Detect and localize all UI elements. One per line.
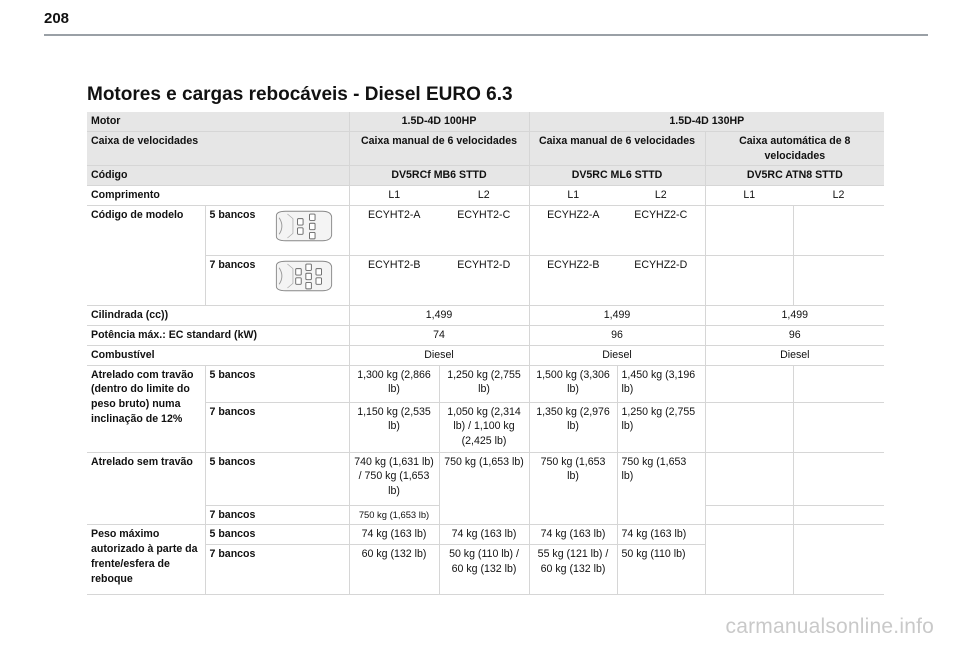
towball-load-value: 55 kg (121 lb) / 60 kg (132 lb) <box>529 545 617 595</box>
braked-trailer-value: 1,450 kg (3,196 lb) <box>617 365 705 402</box>
fuel-value: Diesel <box>705 345 884 365</box>
unbraked-trailer-row-5 <box>87 452 884 505</box>
gearbox-value: Caixa manual de 6 velocidades <box>529 131 705 166</box>
braked-trailer-value: 1,300 kg (2,866 lb) <box>349 365 439 402</box>
model-code-row-7 <box>87 256 884 306</box>
empty-cell <box>793 402 884 452</box>
seats-label: 5 bancos <box>205 452 349 505</box>
motor-row <box>87 112 884 131</box>
length-value: L2 <box>793 186 884 206</box>
length-value: L2 <box>617 186 705 206</box>
motor-130hp: 1.5D-4D 130HP <box>529 112 884 131</box>
fuel-value: Diesel <box>529 345 705 365</box>
empty-cell <box>793 206 884 256</box>
displacement-label: Cilindrada (cc)) <box>87 306 349 326</box>
fuel-value: Diesel <box>349 345 529 365</box>
braked-trailer-value: 1,250 kg (2,755 lb) <box>617 402 705 452</box>
seats-label: 7 bancos <box>205 256 265 306</box>
seven-seat-layout-icon <box>265 256 349 306</box>
seats-label: 5 bancos <box>205 365 349 402</box>
specifications-table <box>87 112 884 595</box>
top-rule <box>44 34 928 36</box>
empty-cell <box>705 525 793 595</box>
model-code: ECYHT2-D <box>439 256 529 306</box>
power-value: 96 <box>705 325 884 345</box>
towball-load-value: 74 kg (163 lb) <box>529 525 617 545</box>
gearbox-row <box>87 131 884 166</box>
power-value: 96 <box>529 325 705 345</box>
braked-trailer-value: 1,150 kg (2,535 lb) <box>349 402 439 452</box>
code-label: Código <box>87 166 349 186</box>
braked-trailer-value: 1,350 kg (2,976 lb) <box>529 402 617 452</box>
displacement-value: 1,499 <box>349 306 529 326</box>
gearbox-value: Caixa automática de 8 velocidades <box>705 131 884 166</box>
seats-label: 5 bancos <box>205 525 349 545</box>
towball-load-value: 60 kg (132 lb) <box>349 545 439 595</box>
braked-trailer-value: 1,500 kg (3,306 lb) <box>529 365 617 402</box>
engine-code: DV5RC ATN8 STTD <box>705 166 884 186</box>
motor-label: Motor <box>87 112 349 131</box>
model-code: ECYHZ2-C <box>617 206 705 256</box>
empty-cell <box>705 256 793 306</box>
empty-cell <box>705 402 793 452</box>
gearbox-label: Caixa de velocidades <box>87 131 349 166</box>
towball-load-value: 74 kg (163 lb) <box>349 525 439 545</box>
seats-label: 7 bancos <box>205 545 349 595</box>
model-code-row-5 <box>87 206 884 256</box>
unbraked-trailer-value: 750 kg (1,653 lb) <box>349 505 439 525</box>
braked-trailer-row-5 <box>87 365 884 402</box>
model-code-label: Código de modelo <box>87 206 205 306</box>
length-value: L1 <box>529 186 617 206</box>
unbraked-trailer-value: 750 kg (1,653 lb) <box>529 452 617 525</box>
watermark: carmanualsonline.info <box>725 615 934 638</box>
empty-cell <box>705 365 793 402</box>
towball-load-value: 74 kg (163 lb) <box>439 525 529 545</box>
towball-load-row-5 <box>87 525 884 545</box>
power-row <box>87 325 884 345</box>
length-row <box>87 186 884 206</box>
seats-label: 5 bancos <box>205 206 265 256</box>
model-code: ECYHZ2-B <box>529 256 617 306</box>
empty-cell <box>793 505 884 525</box>
power-label: Potência máx.: EC standard (kW) <box>87 325 349 345</box>
model-code: ECYHT2-A <box>349 206 439 256</box>
length-label: Comprimento <box>87 186 349 206</box>
code-row <box>87 166 884 186</box>
unbraked-trailer-value: 740 kg (1,631 lb) / 750 kg (1,653 lb) <box>349 452 439 505</box>
unbraked-trailer-label: Atrelado sem travão <box>87 452 205 525</box>
towball-load-value: 50 kg (110 lb) / 60 kg (132 lb) <box>439 545 529 595</box>
page-number: 208 <box>44 10 70 27</box>
power-value: 74 <box>349 325 529 345</box>
empty-cell <box>793 525 884 595</box>
seats-label: 7 bancos <box>205 402 349 452</box>
fuel-row <box>87 345 884 365</box>
page-title: Motores e cargas rebocáveis - Diesel EURO 6.3 <box>87 84 513 105</box>
empty-cell <box>705 206 793 256</box>
model-code: ECYHZ2-A <box>529 206 617 256</box>
towball-load-value: 74 kg (163 lb) <box>617 525 705 545</box>
braked-trailer-row-7 <box>87 402 884 452</box>
unbraked-trailer-value: 750 kg (1,653 lb) <box>439 452 529 525</box>
displacement-value: 1,499 <box>705 306 884 326</box>
empty-cell <box>793 256 884 306</box>
empty-cell <box>793 365 884 402</box>
length-value: L1 <box>705 186 793 206</box>
seats-label: 7 bancos <box>205 505 349 525</box>
empty-cell <box>793 452 884 505</box>
motor-100hp: 1.5D-4D 100HP <box>349 112 529 131</box>
length-value: L2 <box>439 186 529 206</box>
unbraked-trailer-value: 750 kg (1,653 lb) <box>617 452 705 525</box>
braked-trailer-value: 1,050 kg (2,314 lb) / 1,100 kg (2,425 lb) <box>439 402 529 452</box>
gearbox-value: Caixa manual de 6 velocidades <box>349 131 529 166</box>
engine-code: DV5RC ML6 STTD <box>529 166 705 186</box>
model-code: ECYHZ2-D <box>617 256 705 306</box>
fuel-label: Combustível <box>87 345 349 365</box>
engine-code: DV5RCf MB6 STTD <box>349 166 529 186</box>
length-value: L1 <box>349 186 439 206</box>
braked-trailer-label: Atrelado com travão (dentro do limite do peso bruto) numa inclinação de 12% <box>87 365 205 452</box>
displacement-row <box>87 306 884 326</box>
model-code: ECYHT2-B <box>349 256 439 306</box>
model-code: ECYHT2-C <box>439 206 529 256</box>
towball-load-value: 50 kg (110 lb) <box>617 545 705 595</box>
braked-trailer-value: 1,250 kg (2,755 lb) <box>439 365 529 402</box>
displacement-value: 1,499 <box>529 306 705 326</box>
empty-cell <box>705 452 793 505</box>
towball-load-label: Peso máximo autorizado à parte da frente/esfera de reboque <box>87 525 205 595</box>
empty-cell <box>705 505 793 525</box>
five-seat-layout-icon <box>265 206 349 256</box>
